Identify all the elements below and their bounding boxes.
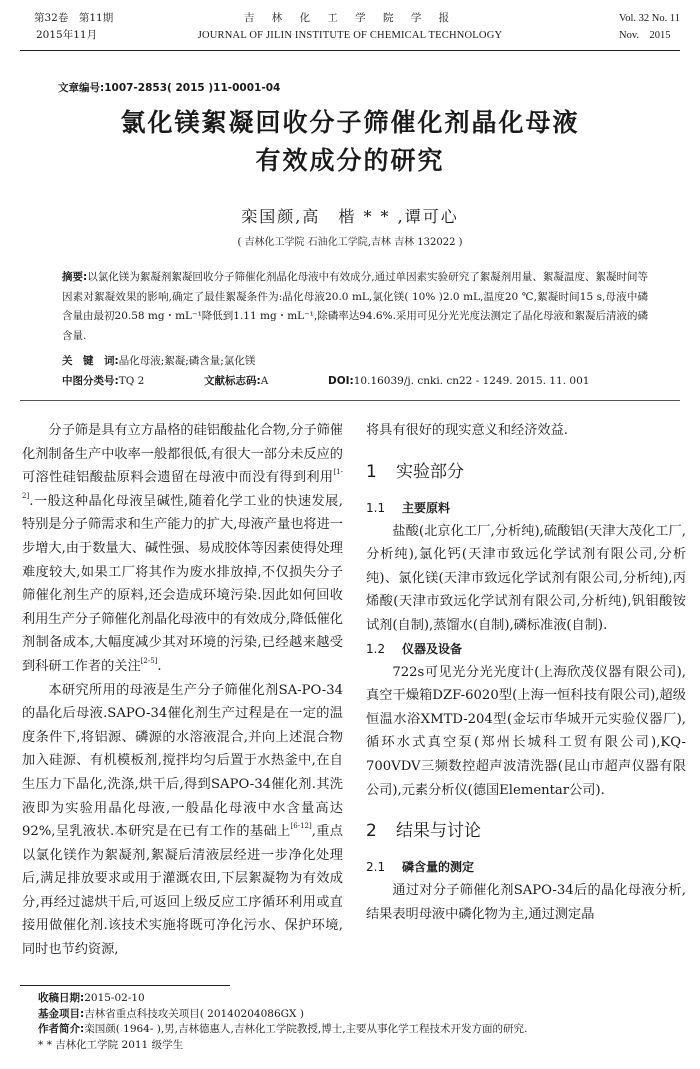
intro-p2-part-b: ,重点以氯化镁作为絮凝剂,絮凝后清液层经进一步净化处理后,满足排放要求或用于灌溉农田,下层絮凝物为有效成分,再经过滤烘干后,可返回上级反应工序循环利用或直接用做催化剂.该技术实施将既可净化污水、保护环境,同时也节约资源,	[22, 824, 343, 958]
footnotes	[38, 991, 678, 1053]
doc-code-label: 文献标志码:	[204, 375, 261, 387]
title-line-2: 有效成分的研究	[255, 146, 445, 175]
section-title: 实验部分	[396, 461, 464, 482]
intro-p2-part-a: 本研究所用的母液是生产分子筛催化剂SA-PO-34的晶化后母液.SAPO-34催化剂生产过程是在一定的温度条件下,将铝源、磷源的水溶液混合,并向上述混合物加入硅源、有机模板剂,搅拌均匀后置于水热釜中,在自生压力下晶化,洗涤,烘干后,得到SAPO-34催化剂.其洗液即为实验用晶化母液,一般晶化母液中水含量高达92%,呈乳液状.本研究是在已有工作的基础上	[22, 682, 343, 840]
materials-paragraph: 盐酸(北京化工厂,分析纯),硫酸铝(天津大茂化工厂,分析纯),氯化钙(天津市致远化学试剂有限公司,分析纯)、氯化镁(天津市致远化学试剂有限公司,分析纯),丙烯酸(天津市致远化学试剂有限公司,分析纯),钒钼酸铵试剂(自制),蒸馏水(自制),磷标准液(自制).	[366, 523, 686, 633]
abstract-divider	[20, 400, 680, 401]
corresponding-note: * * 吉林化工学院 2011 级学生	[38, 1038, 184, 1051]
section-2-1-heading	[366, 856, 686, 879]
date-en: Nov. 2015	[619, 30, 671, 41]
keywords-text: 晶化母液;絮凝;磷含量;氯化镁	[118, 355, 256, 367]
citation: [6-12]	[290, 822, 312, 831]
citation: [2-5]	[140, 656, 158, 665]
affiliation: ( 吉林化工学院 石油化工学院,吉林 吉林 132022 )	[237, 237, 463, 248]
journal-name-en: JOURNAL OF JILIN INSTITUTE OF CHEMICAL TECHNOLOGY	[197, 30, 503, 41]
section-number: 2	[366, 821, 377, 842]
volume-issue-en: Vol. 32 No. 11	[619, 13, 680, 24]
section-1-1-heading	[366, 497, 686, 520]
subsection-number: 1.2	[366, 641, 386, 656]
header-divider	[20, 50, 680, 51]
volume-issue-cn: 第32卷 第11期	[34, 12, 114, 24]
equipment-paragraph: 722s可见光分光光度计(上海欣茂仪器有限公司),真空干燥箱DZF-6020型(上海一恒科技有限公司),超级恒温水浴XMTD-204型(金坛市华城开元实验仪器厂),循环水式真空泵(郑州长城科工贸有限公司),KQ-700VDV三频数控超声波清洗器(昆山市超声仪器有限公司),元素分析仪(德国Elementar公司).	[366, 664, 686, 798]
body-left-column	[22, 419, 343, 962]
intro-paragraph-2	[22, 679, 343, 962]
abstract-label: 摘要:	[62, 271, 88, 283]
journal-name-cn: 吉 林 化 工 学 院 学 报	[243, 12, 457, 24]
keywords-label: 关 键 词:	[62, 355, 119, 367]
running-header-center	[0, 10, 700, 44]
article-number-value: 1007-2853( 2015 )11-0001-04	[104, 82, 281, 94]
footnote-divider	[20, 985, 230, 986]
keywords	[62, 352, 255, 371]
intro-continuation: 将具有很好的现实意义和经济效益.	[366, 423, 569, 438]
phosphorus-paragraph: 通过对分子筛催化剂SAPO-34后的晶化母液分析,结果表明母液中磷化物为主,通过测定晶	[366, 883, 686, 922]
classification-line	[62, 372, 662, 391]
intro-p1-part-c: .	[157, 658, 162, 674]
section-title: 结果与讨论	[396, 821, 481, 842]
doi-value: 10.16039/j. cnki. cn22 - 1249. 2015. 11. 001	[353, 375, 590, 387]
subsection-title: 磷含量的测定	[402, 860, 475, 875]
author-bio: 作者简介:栾国颜( 1964- ),男,吉林德惠人,吉林化工学院教授,博士,主要从事化学工程技术开发方面的研究.	[38, 1023, 528, 1035]
abstract-text: 以氯化镁为絮凝剂絮凝回收分子筛催化剂晶化母液中有效成分,通过单因素实验研究了絮凝剂用量、絮凝温度、絮凝时间等因素对絮凝效果的影响,确定了最佳絮凝条件为:晶化母液20.0 mL,氯化镁( 10% )2.0 mL,温度20 ℃,絮凝时间15 s,母液中磷含量由最初20.58 mg・mL⁻¹降低到1.11 mg・mL⁻¹,除磷率达94.6%.采用可见分光光度法测定了晶化母液和絮凝后清液的磷含量.	[62, 271, 648, 342]
paper-title	[0, 104, 700, 180]
subsection-number: 2.1	[366, 860, 386, 875]
article-number	[58, 80, 280, 95]
intro-p1-part-b: .一般这种晶化母液呈碱性,随着化学工业的快速发展,特别是分子筛需求和生产能力的扩大,母液产量也将进一步增大,由于数量大、碱性强、易成胶体等因素使得处理难度较大,如果工厂将其作为废水排放掉,不仅损失分子筛催化剂生产的原料,还会造成环境污染.因此如何回收利用生产分子筛催化剂晶化母液中的有效成分,降低催化剂制备成本,大幅度减少其对环境的污染,已经越来越受到科研工作者的关注	[22, 493, 343, 674]
subsection-title: 仪器及设备	[402, 641, 463, 656]
title-line-1: 氯化镁絮凝回收分子筛催化剂晶化母液	[120, 108, 580, 137]
section-number: 1	[366, 461, 377, 482]
intro-p1-part-a: 分子筛是具有立方晶格的硅铝酸盐化合物,分子筛催化剂制备生产中收率一般都很低,有很大一部分未反应的可溶性硅铝酸盐原料会遗留在母液中而没有得到利用	[22, 423, 343, 486]
section-1-heading	[366, 459, 686, 485]
date-cn: 2015年11月	[36, 29, 98, 41]
running-header-right	[619, 10, 680, 44]
citation: [1-2]	[22, 468, 343, 500]
intro-paragraph-1	[22, 419, 343, 679]
section-2-heading	[366, 818, 686, 844]
article-number-label: 文章编号:	[58, 82, 105, 94]
subsection-number: 1.1	[366, 500, 386, 515]
abstract	[62, 268, 648, 346]
author-list: 栾国颜,高 楷 * * ,谭可心	[241, 207, 459, 226]
fund-project: 基金项目:吉林省重点科技攻关项目( 20140204086GX )	[38, 1007, 304, 1020]
subsection-title: 主要原料	[402, 500, 451, 515]
received-date: 收稿日期:2015-02-10	[38, 992, 145, 1004]
clc-value: TQ 2	[118, 375, 145, 387]
body-right-column	[366, 419, 686, 926]
clc-label: 中图分类号:	[62, 375, 119, 387]
doc-code-value: A	[260, 375, 269, 387]
doi-label: DOI:	[328, 375, 354, 387]
section-1-2-heading	[366, 638, 686, 661]
